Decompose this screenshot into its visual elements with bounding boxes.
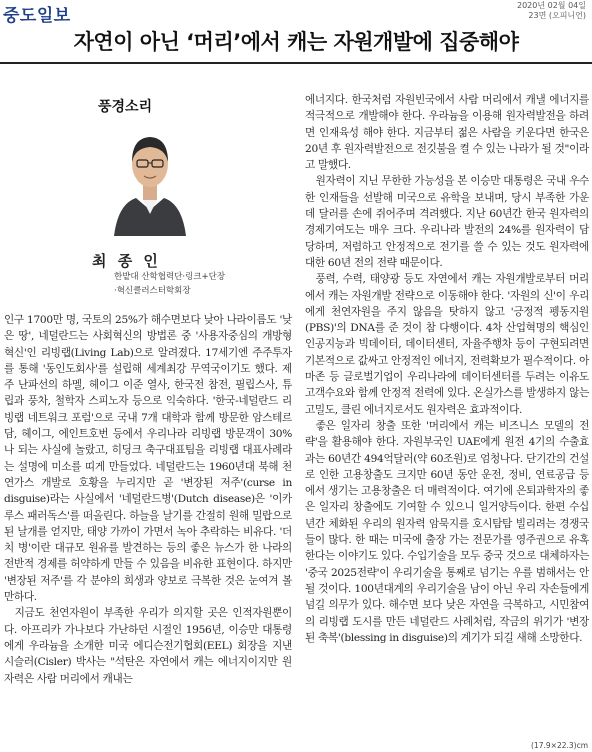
author-title: [114, 270, 225, 298]
author-title-line: 한밭대 산학협력단·링크+단장: [114, 272, 226, 282]
article-body-right-column: [305, 92, 589, 646]
clipping-size: (17.9×22.3)cm: [531, 741, 588, 750]
article-headline: 자연이 아닌 ‘머리’에서 캐는 자원개발에 집중해야: [73, 30, 519, 54]
author-title-line: ·혁신클러스터학회장: [114, 286, 191, 296]
article-body-left-column: [4, 312, 292, 687]
body-paragraph: 좋은 일자리 창출 또한 '머리에서 캐는 비즈니스 모델의 전략'을 활용해야 한다. 자원부국인 UAE에게 원전 4기의 수출효과는 60년간 494억달러(약 60조원)로 엄청나다. 단기간의 건설로 인한 고용창출도 크지만 60년 동안 운전, 정비, 연료공급 등에서 생기는 고용창출은 더 매력적이다. 여기에 은퇴과학자의 좋은 일자리 창출에도 기여할 수 있으니 일거양득이다. 한편 수십 년간 체화된 우리의 원자력 암묵지를 호시탐탐 빌리려는 경쟁국들이 많다. 한 때는 미국에 출장 가는 전문가를 영주권으로 유혹한다는 이야기도 있다. 수입기술을 모두 중국 것으로 대체하자는 '중국 2025전략'이 우리기술을 통째로 넘기는 우를 범해서는 안 될 것이다. 100년대계의 우리기술을 남이 아닌 우리 자손들에게 넘길 의무가 있다. 해수면 보다 낮은 자연을 극복하고, 시민참여의 리빙랩 도시를 만든 네덜란드 사례처럼, 작금의 위기가 '변장된 축복'(blessing in disguise)의 계기가 되길 새해 소망한다.: [305, 419, 589, 644]
body-paragraph: 에너지다. 한국처럼 자원빈국에서 사람 머리에서 캐낼 에너지를 적극적으로 개발해야 한다. 우라늄을 이용해 원자력발전을 하려면 인재육성 해야 한다. 지금부터 젊은 사람을 키운다면 한국은 20년 후 원자력발전으로 전깃불을 켤 수 있는 나라가 될 것"이라고 말했다.: [305, 94, 589, 172]
author-name: 최 종 인: [92, 252, 161, 270]
dateline: [517, 1, 586, 21]
body-paragraph: 풍력, 수력, 태양광 등도 자연에서 캐는 자원개발로부터 머리에서 캐는 자원개발 전략으로 이동해야 한다. '자원의 신'이 우리에게 천연자원을 주지 않음을 탓하지 않고 '긍정적 펭동지원(PBS)'의 DNA를 준 것이 참 다행이다. 4차 산업혁명의 핵심인 인공지능과 빅데이터, 데이터센터, 자율주행차 등이 구현되려면 기본적으로 값싸고 안정적인 에너지, 전력확보가 필수적이다. 아마존 등 글로벌기업이 우리나라에 데이터센터를 두려는 이유도 고객수요와 함께 안정적 전력에 있다. 온실가스를 발생하지 않는 고밀도, 클린 에너지로서도 원자력은 효과적이다.: [305, 273, 589, 416]
body-paragraph: 인구 1700만 명, 국토의 25%가 해수면보다 낮아 나라이름도 '낮은 땅', 네덜란드는 사회혁신의 방법론 중 '사용자중심의 개방형 혁신'인 리빙랩(Living Lab)으로 알려졌다. 17세기엔 주주투자를 통해 '동인도회사'를 설립해 세계최강 무역국이기도 했다. 제주 난파선의 하멜, 헤이그 이준 열사, 한국전 참전, 필립스사, 튜립과 풍차, 철학자 스피노자 등으로 익숙하다. '한국-네덜란드 리빙랩 네트워크 포럼'으로 국내 7개 대학과 함께 방문한 암스테르담, 헤이그, 에인트호번 등에서 우리나라 리빙랩 방문객이 30%나 되는 사실에 놀랐고, 히딩크 축구대표팀을 리빙랩 대표사례라는 설명에 미소를 띠게 만들었다. 네덜란드는 1960년대 북해 천연가스 개발로 호황을 누리지만 곧 '변장된 저주'(curse in disguise)라는 사실에서 '네덜란드병'(Dutch disease)은 '이카루스 패러독스'를 떠올린다. 하늘을 날기를 간절히 원해 밀랍으로 된 날개를 얻지만, 태양 가까이 가면서 녹아 추락하는 비유다. '더치 병'이란 대규모 원유를 발견하는 등의 좋은 뉴스가 한 나라의 전반적 경제를 허약하게 만들 수 있음을 비유한 표현이다. 하지만 '변장된 저주'를 각 분야의 희생과 양보로 극복한 것은 눈여겨 볼만하다.: [4, 314, 292, 604]
newspaper-logo: 중도일보: [3, 6, 71, 26]
body-paragraph: 지금도 천연자원이 부족한 우리가 의지할 곳은 인적자원뿐이다. 아프리카 가나보다 가난하던 시절인 1956년, 이승만 대통령에게 우라늄을 소개한 미국 에디슨전기협회(EEL) 회장을 지낸 시슬러(Cisler) 박사는 "석탄은 자연에서 캐는 에너지이지만 원자력은 사람 머리에서 캐내는: [4, 607, 292, 685]
publication-date: 2020년 02월 04일: [517, 1, 586, 10]
column-section-label: 풍경소리: [98, 99, 153, 115]
body-paragraph: 원자력이 지닌 무한한 가능성을 본 이승만 대통령은 국내 우수한 인재들을 선발해 미국으로 유학을 보내며, 당시 부족한 가운데 달러를 손에 쥐어주며 격려했다. 지난 60년간 한국 원자력의 경제기여도는 매우 크다. 우리나라 발전의 24%를 원자력이 담당하며, 저렴하고 안정적으로 전기를 쓸 수 있는 것도 원자력에 대한 60년 전의 전략 때문이다.: [305, 175, 589, 269]
page-number: 23면 (오피니언): [528, 11, 586, 20]
author-photo: [110, 118, 190, 236]
masthead: [0, 0, 592, 24]
headline-rule: [0, 62, 592, 64]
